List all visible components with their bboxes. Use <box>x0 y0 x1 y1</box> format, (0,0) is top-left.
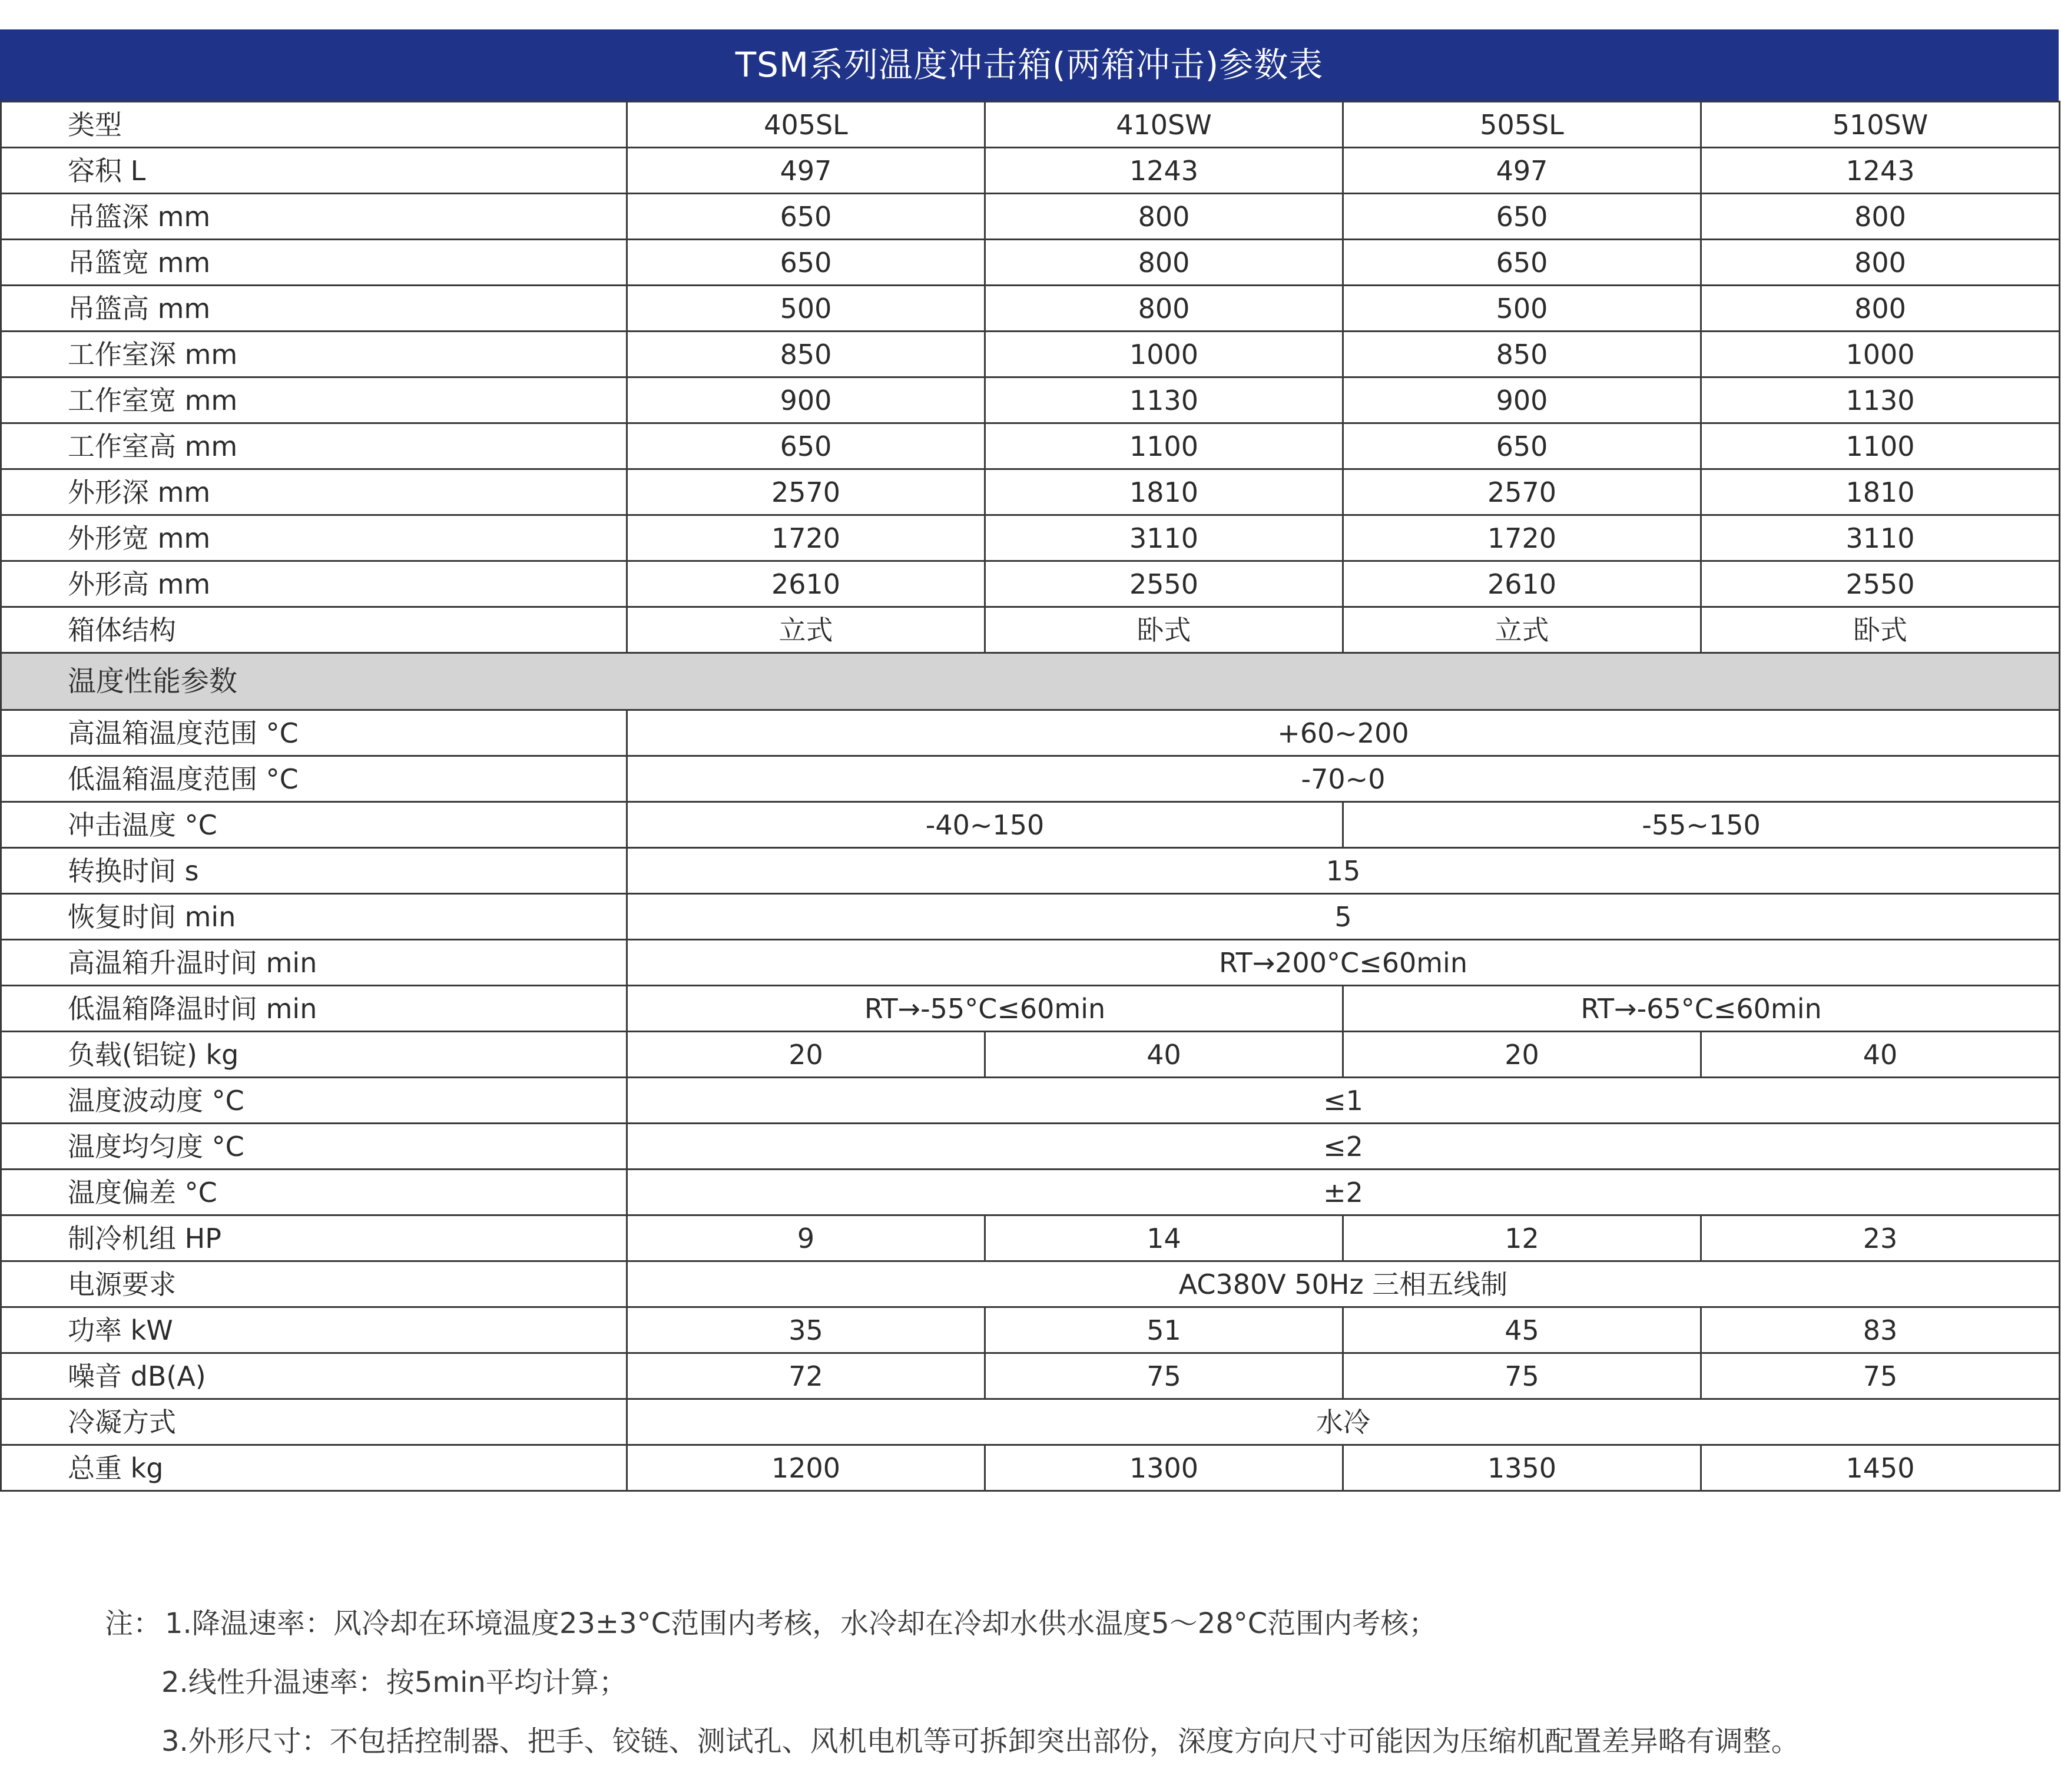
model-name: 510SW <box>1701 102 2060 148</box>
cell-value: 2550 <box>1701 561 2060 607</box>
table-row <box>1 423 2060 469</box>
cell-value: 12 <box>1343 1215 1701 1261</box>
table-row <box>1 469 2060 515</box>
model-name: 505SL <box>1343 102 1701 148</box>
cell-value: 3110 <box>985 515 1343 561</box>
cell-value: 1000 <box>1701 332 2060 377</box>
table-row <box>1 1307 2060 1353</box>
table-row <box>1 940 2060 986</box>
cell-value: -40~150 <box>627 802 1343 848</box>
note-line: 2.线性升温速率：按5min平均计算； <box>161 1666 627 1699</box>
table-row <box>1 1032 2060 1078</box>
cell-value: 3110 <box>1701 515 2060 561</box>
cell-value: 2610 <box>627 561 985 607</box>
cell-value: 23 <box>1701 1215 2060 1261</box>
cell-value: 650 <box>627 240 985 286</box>
cell-value: 1350 <box>1343 1445 1701 1491</box>
row-label: 低温箱温度范围 °C <box>1 756 627 802</box>
cell-value: 1810 <box>1701 469 2060 515</box>
cell-value: 650 <box>627 194 985 240</box>
cell-value: 72 <box>627 1353 985 1399</box>
table-row <box>1 240 2060 286</box>
row-label: 高温箱升温时间 min <box>1 940 627 986</box>
cell-value: 900 <box>627 377 985 423</box>
row-label: 总重 kg <box>1 1445 627 1491</box>
table-row <box>1 894 2060 940</box>
cell-value: 水冷 <box>627 1399 2060 1445</box>
section-header-row <box>1 653 2060 710</box>
cell-value: 9 <box>627 1215 985 1261</box>
cell-value: 20 <box>627 1032 985 1078</box>
model-name: 410SW <box>985 102 1343 148</box>
table-row <box>1 286 2060 332</box>
spec-sheet <box>0 29 2059 1492</box>
row-label: 外形宽 mm <box>1 515 627 561</box>
row-label: 冲击温度 °C <box>1 802 627 848</box>
cell-value: 1720 <box>627 515 985 561</box>
row-label: 制冷机组 HP <box>1 1215 627 1261</box>
cell-value: ±2 <box>627 1170 2060 1215</box>
cell-value: 2570 <box>1343 469 1701 515</box>
row-label: 工作室深 mm <box>1 332 627 377</box>
cell-value: 20 <box>1343 1032 1701 1078</box>
table-row <box>1 710 2060 756</box>
row-label: 温度波动度 °C <box>1 1078 627 1124</box>
cell-value: 1810 <box>985 469 1343 515</box>
table-row <box>1 515 2060 561</box>
cell-value: 497 <box>627 148 985 194</box>
table-row <box>1 1170 2060 1215</box>
cell-value: 650 <box>1343 423 1701 469</box>
row-label: 吊篮高 mm <box>1 286 627 332</box>
cell-value: 1130 <box>1701 377 2060 423</box>
cell-value: 5 <box>627 894 2060 940</box>
cell-value: 800 <box>985 286 1343 332</box>
row-label: 功率 kW <box>1 1307 627 1353</box>
note-prefix: 注： <box>105 1607 162 1640</box>
cell-value: 40 <box>985 1032 1343 1078</box>
row-label: 温度均匀度 °C <box>1 1124 627 1170</box>
table-row <box>1 377 2060 423</box>
cell-value: -55~150 <box>1343 802 2060 848</box>
cell-value: 650 <box>1343 240 1701 286</box>
table-row <box>1 848 2060 894</box>
table-row <box>1 1078 2060 1124</box>
cell-value: 500 <box>1343 286 1701 332</box>
cell-value: 650 <box>1343 194 1701 240</box>
cell-value: 850 <box>627 332 985 377</box>
note-text: 1.降温速率：风冷却在环境温度23±3°C范围内考核，水冷却在冷却水供水温度5～28°C范围内考核； <box>165 1607 1437 1640</box>
model-header-row <box>1 102 2060 148</box>
cell-value: 800 <box>1701 286 2060 332</box>
row-label: 吊篮宽 mm <box>1 240 627 286</box>
cell-value: 2550 <box>985 561 1343 607</box>
row-label: 负载(铝锭) kg <box>1 1032 627 1078</box>
cell-value: 51 <box>985 1307 1343 1353</box>
cell-value: 45 <box>1343 1307 1701 1353</box>
table-row <box>1 194 2060 240</box>
row-label: 工作室宽 mm <box>1 377 627 423</box>
table-row <box>1 332 2060 377</box>
cell-value: 1000 <box>985 332 1343 377</box>
row-label: 转换时间 s <box>1 848 627 894</box>
cell-value: 1300 <box>985 1445 1343 1491</box>
table-row <box>1 802 2060 848</box>
cell-value: 650 <box>627 423 985 469</box>
table-row <box>1 1124 2060 1170</box>
cell-value: 40 <box>1701 1032 2060 1078</box>
cell-value: 75 <box>1701 1353 2060 1399</box>
table-row <box>1 1353 2060 1399</box>
cell-value: -70~0 <box>627 756 2060 802</box>
row-label: 电源要求 <box>1 1261 627 1307</box>
cell-value: AC380V 50Hz 三相五线制 <box>627 1261 2060 1307</box>
cell-value: 卧式 <box>1701 607 2060 653</box>
row-label: 温度偏差 °C <box>1 1170 627 1215</box>
cell-value: 800 <box>985 194 1343 240</box>
cell-value: 14 <box>985 1215 1343 1261</box>
table-row <box>1 148 2060 194</box>
cell-value: 1100 <box>985 423 1343 469</box>
cell-value: RT→200°C≤60min <box>627 940 2060 986</box>
table-row <box>1 607 2060 653</box>
cell-value: RT→-55°C≤60min <box>627 986 1343 1032</box>
cell-value: 75 <box>985 1353 1343 1399</box>
cell-value: 2570 <box>627 469 985 515</box>
cell-value: 497 <box>1343 148 1701 194</box>
cell-value: 850 <box>1343 332 1701 377</box>
table-row <box>1 561 2060 607</box>
row-label: 类型 <box>1 102 627 148</box>
cell-value: 15 <box>627 848 2060 894</box>
row-label: 外形高 mm <box>1 561 627 607</box>
row-label: 容积 L <box>1 148 627 194</box>
row-label: 工作室高 mm <box>1 423 627 469</box>
cell-value: 35 <box>627 1307 985 1353</box>
cell-value: 立式 <box>1343 607 1701 653</box>
note-line <box>105 1601 1437 1641</box>
cell-value: 75 <box>1343 1353 1701 1399</box>
spec-table <box>0 101 2060 1492</box>
row-label: 恢复时间 min <box>1 894 627 940</box>
cell-value: 1130 <box>985 377 1343 423</box>
cell-value: 1243 <box>985 148 1343 194</box>
cell-value: 卧式 <box>985 607 1343 653</box>
cell-value: RT→-65°C≤60min <box>1343 986 2060 1032</box>
row-label: 低温箱降温时间 min <box>1 986 627 1032</box>
cell-value: 1243 <box>1701 148 2060 194</box>
table-row <box>1 1261 2060 1307</box>
cell-value: 500 <box>627 286 985 332</box>
row-label: 冷凝方式 <box>1 1399 627 1445</box>
cell-value: ≤1 <box>627 1078 2060 1124</box>
cell-value: 900 <box>1343 377 1701 423</box>
table-row <box>1 1445 2060 1491</box>
cell-value: 1450 <box>1701 1445 2060 1491</box>
table-row <box>1 1215 2060 1261</box>
row-label: 外形深 mm <box>1 469 627 515</box>
table-row <box>1 1399 2060 1445</box>
cell-value: 2610 <box>1343 561 1701 607</box>
section-title: 温度性能参数 <box>1 653 2060 710</box>
cell-value: 800 <box>1701 240 2060 286</box>
row-label: 箱体结构 <box>1 607 627 653</box>
cell-value: +60~200 <box>627 710 2060 756</box>
cell-value: 1720 <box>1343 515 1701 561</box>
cell-value: 83 <box>1701 1307 2060 1353</box>
cell-value: ≤2 <box>627 1124 2060 1170</box>
row-label: 噪音 dB(A) <box>1 1353 627 1399</box>
cell-value: 立式 <box>627 607 985 653</box>
note-line: 3.外形尺寸：不包括控制器、把手、铰链、测试孔、风机电机等可拆卸突出部份，深度方向尺寸可能因为压缩机配置差异略有调整。 <box>161 1725 1800 1758</box>
table-title: TSM系列温度冲击箱(两箱冲击)参数表 <box>0 29 2059 101</box>
model-name: 405SL <box>627 102 985 148</box>
cell-value: 800 <box>985 240 1343 286</box>
row-label: 高温箱温度范围 °C <box>1 710 627 756</box>
cell-value: 1200 <box>627 1445 985 1491</box>
cell-value: 1100 <box>1701 423 2060 469</box>
row-label: 吊篮深 mm <box>1 194 627 240</box>
cell-value: 800 <box>1701 194 2060 240</box>
table-row <box>1 986 2060 1032</box>
table-row <box>1 756 2060 802</box>
